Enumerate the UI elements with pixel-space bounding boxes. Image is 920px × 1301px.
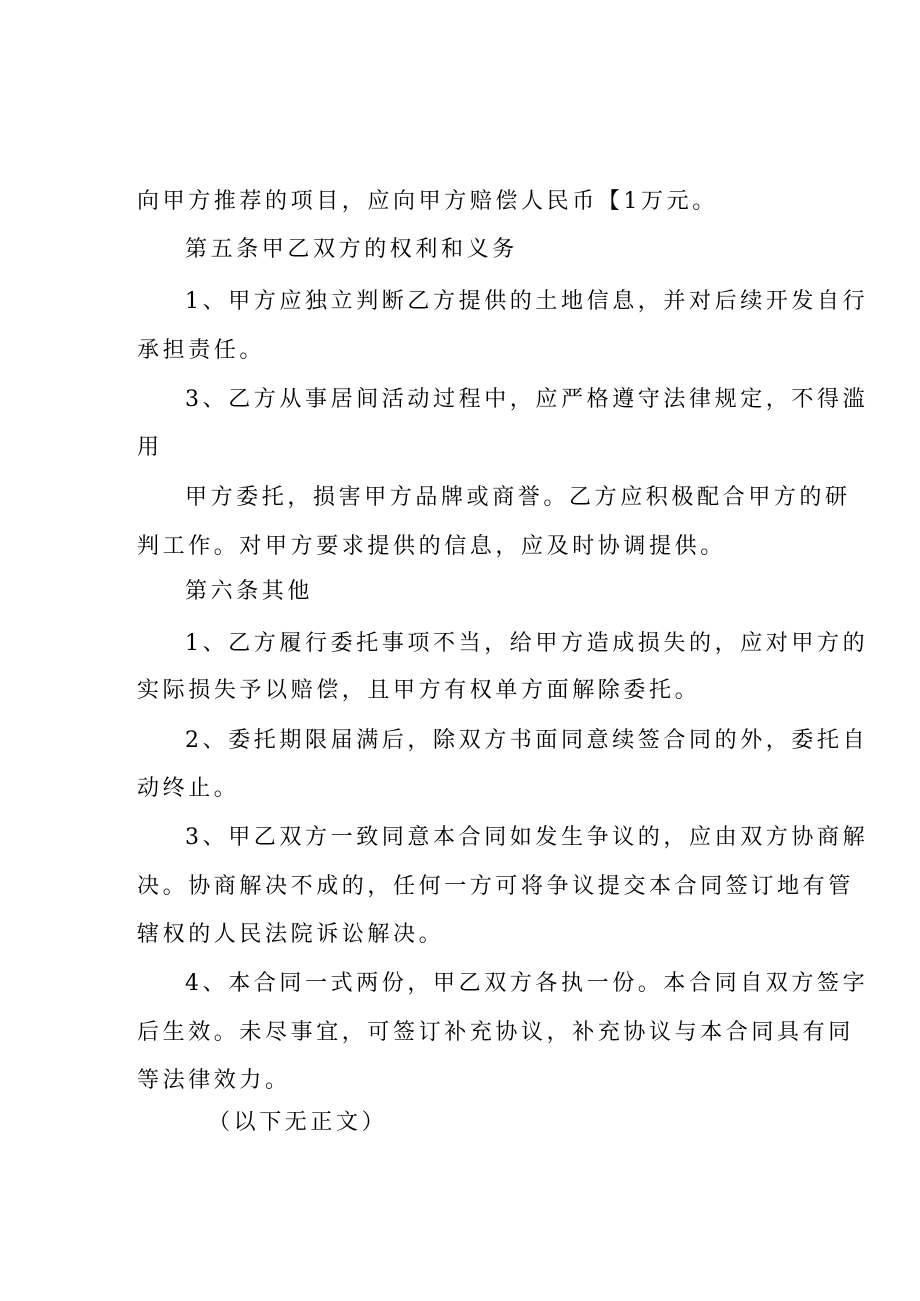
text-line: 向甲方推荐的项目，应向甲方赔偿人民币【1万元。 <box>137 189 718 214</box>
text-line: 3、甲乙双方一致同意本合同如发生争议的，应由双方协商解 <box>185 825 869 850</box>
text-line: 决。协商解决不成的，任何一方可将争议提交本合同签订地有管 <box>137 874 854 899</box>
text-line: 4、本合同一式两份，甲乙双方各执一份。本合同自双方签字 <box>185 971 869 996</box>
text-line: 判工作。对甲方要求提供的信息，应及时协调提供。 <box>137 534 726 559</box>
text-line: 等法律效力。 <box>137 1068 291 1093</box>
text-line: 后生效。未尽事宜，可签订补充协议，补充协议与本合同具有同 <box>137 1020 854 1045</box>
text-line: 3、乙方从事居间活动过程中，应严格遵守法律规定，不得滥 <box>185 387 869 412</box>
text-line: 实际损失予以赔偿，且甲方有权单方面解除委托。 <box>137 678 701 703</box>
text-line: 辖权的人民法院诉讼解决。 <box>137 922 445 947</box>
section-heading: 第六条其他 <box>185 579 314 604</box>
section-heading: 第五条甲乙双方的权利和义务 <box>185 237 518 262</box>
text-line: 承担责任。 <box>137 338 266 363</box>
end-of-text-note: （以下无正文） <box>208 1110 388 1135</box>
text-line: 甲方委托，损害甲方品牌或商誉。乙方应积极配合甲方的研 <box>185 485 851 510</box>
text-line: 1、甲方应独立判断乙方提供的土地信息，并对后续开发自行 <box>185 289 869 314</box>
text-line: 用 <box>137 435 163 460</box>
text-line: 动终止。 <box>137 776 240 801</box>
text-line: 1、乙方履行委托事项不当，给甲方造成损失的，应对甲方的 <box>185 631 869 656</box>
text-line: 2、委托期限届满后，除双方书面同意续签合同的外，委托自 <box>185 728 869 753</box>
